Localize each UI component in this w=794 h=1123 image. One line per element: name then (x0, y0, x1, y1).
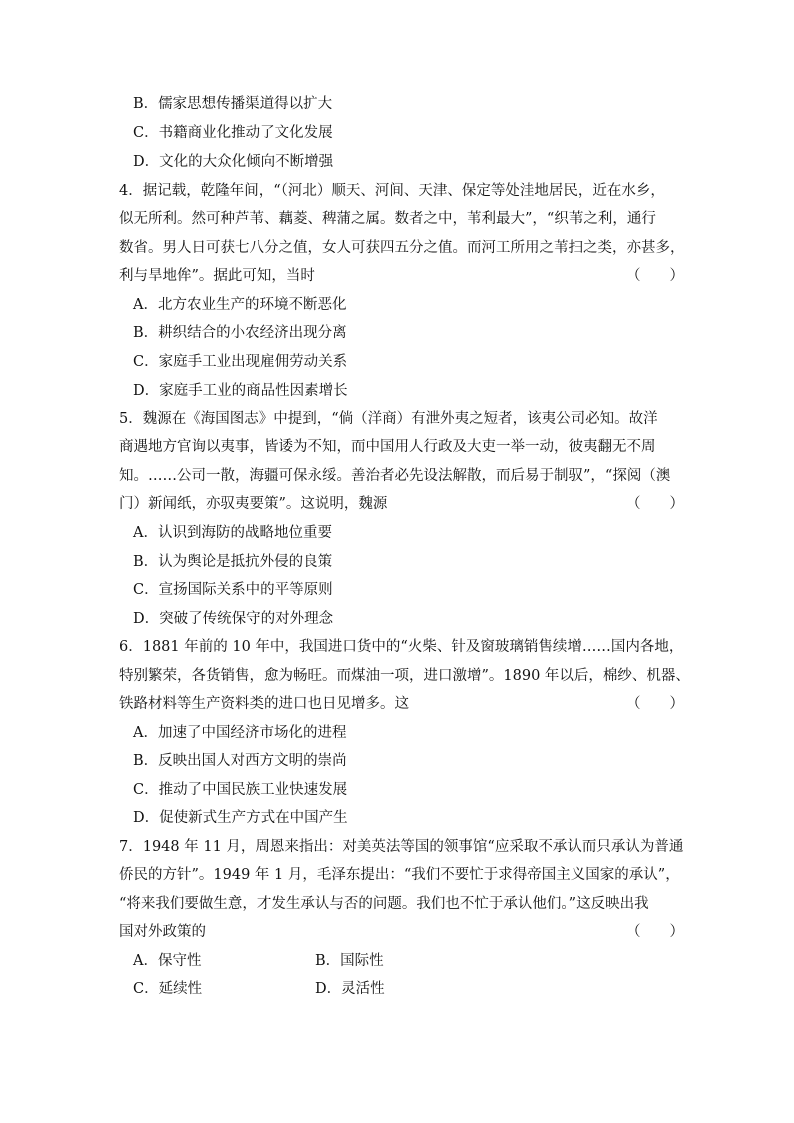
q3-option-b: B．儒家思想传播渠道得以扩大 (133, 96, 333, 112)
q7-answer-blank: （ ） (626, 924, 684, 940)
q5-stem-line: 5．魏源在《海国图志》中提到，“倘（洋商）有泄外夷之短者，该夷公司必知。故洋 (119, 411, 658, 427)
q6-option-a: A．加速了中国经济市场化的进程 (133, 725, 347, 741)
q4-stem-line: 4．据记载，乾隆年间，“（河北）顺天、河间、天津、保定等处洼地居民，近在水乡， (119, 183, 665, 199)
q4-option-b: B．耕织结合的小农经济出现分离 (133, 325, 347, 341)
q5-answer-blank: （ ） (626, 496, 684, 512)
q4-option-a: A．北方农业生产的环境不断恶化 (133, 297, 347, 313)
q6-option-d: D．促使新式生产方式在中国产生 (133, 810, 348, 826)
q7-stem-line: 7．1948 年 11 月，周恩来指出：对美英法等国的领事馆“应采取不承认而只承认为普通 (119, 839, 684, 855)
q3-option-c: C．书籍商业化推动了文化发展 (133, 125, 333, 141)
q4-stem-end: 利与旱地侔”。据此可知，当时 (119, 268, 315, 284)
q5-option-d: D．突破了传统保守的对外理念 (133, 611, 334, 627)
q4-option-d: D．家庭手工业的商品性因素增长 (133, 383, 348, 399)
q4-option-c: C．家庭手工业出现雇佣劳动关系 (133, 354, 348, 370)
q5-stem-line: 知。……公司一散，海疆可保永绥。善治者必先设法解散，而后易于制驭”，“探阅（澳 (119, 468, 671, 484)
q7-stem-line: 侨民的方针”。1949 年 1 月，毛泽东提出：“我们不要忙于求得帝国主义国家的承认”， (119, 867, 680, 883)
q6-stem-line: 特别繁荣，各货销售，愈为畅旺。而煤油一项，进口激增”。1890 年以后，棉纱、机器、 (119, 668, 690, 684)
q4-stem-line: 数省。男人日可获七八分之值，女人可获四五分之值。而河工所用之苇扫之类，亦甚多， (119, 240, 685, 256)
q7-option-c: C．延续性 (133, 981, 203, 997)
q6-option-b: B．反映出国人对西方文明的崇尚 (133, 753, 347, 769)
q5-stem-line (119, 490, 684, 518)
q5-option-a: A．认识到海防的战略地位重要 (133, 525, 332, 541)
q4-stem-line: 似无所利。然可种芦苇、藕菱、稗蒲之属。数者之中，苇利最大”，“织苇之利，通行 (119, 211, 656, 227)
q4-stem-line (119, 262, 684, 290)
q7-option-b: B．国际性 (315, 953, 384, 969)
q7-stem-end: 国对外政策的 (119, 924, 206, 940)
q6-answer-blank: （ ） (626, 696, 684, 712)
q3-option-d: D．文化的大众化倾向不断增强 (133, 154, 334, 170)
q5-option-c: C．宣扬国际关系中的平等原则 (133, 582, 333, 598)
q5-stem-end: 门）新闻纸，亦驭夷要策”。这说明，魏源 (119, 496, 388, 512)
q5-option-b: B．认为舆论是抵抗外侵的良策 (133, 554, 333, 570)
q6-stem-line (119, 690, 684, 718)
q6-option-c: C．推动了中国民族工业快速发展 (133, 782, 348, 798)
q4-answer-blank: （ ） (626, 268, 684, 284)
q5-stem-line: 商遇地方官询以夷事，皆诿为不知，而中国用人行政及大吏一举一动，彼夷翻无不周 (119, 439, 656, 455)
q6-stem-end: 铁路材料等生产资料类的进口也日见增多。这 (119, 696, 409, 712)
q6-stem-line: 6．1881 年前的 10 年中，我国进口货中的“火柴、针及窗玻璃销售续增……国内各地， (119, 639, 684, 655)
q7-options-row (133, 947, 698, 975)
q7-stem-line (119, 918, 684, 946)
q7-option-a: A．保守性 (133, 953, 202, 969)
q7-option-d: D．灵活性 (315, 981, 385, 997)
q7-stem-line: “将来我们要做生意，才发生承认与否的问题。我们也不忙于承认他们。”这反映出我 (119, 896, 649, 912)
q7-options-row (133, 975, 698, 1003)
